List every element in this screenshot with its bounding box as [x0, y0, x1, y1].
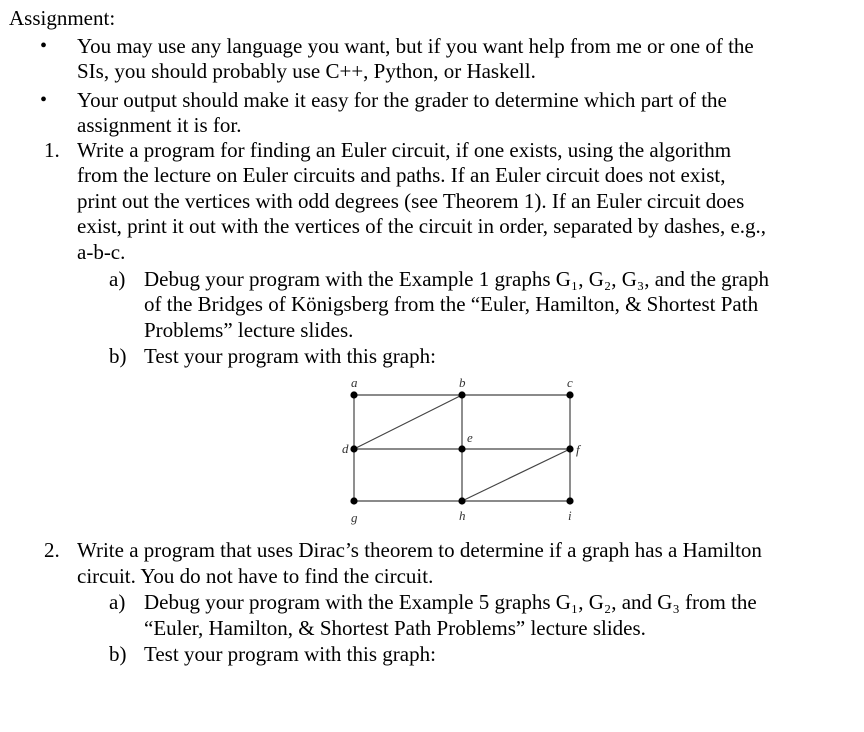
bullet-marker: • — [40, 89, 48, 111]
item-2a-line-2: “Euler, Hamilton, & Shortest Path Problems” lecture slides. — [144, 616, 646, 640]
item-1b-line-1: Test your program with this graph: — [144, 344, 436, 368]
item-1-line-4: exist, print it out with the vertices of the circuit in order, separated by dashes, e.g., — [77, 214, 767, 238]
vertex-h — [458, 497, 465, 504]
item-1b-label: b) — [109, 344, 127, 368]
item-1-line-3: print out the vertices with odd degrees (see Theorem 1). If an Euler circuit does — [77, 189, 745, 213]
item-2-line-2: circuit. You do not have to find the circuit. — [77, 564, 434, 588]
item-1a-line-3: Problems” lecture slides. — [144, 318, 354, 342]
item-1-number: 1. — [44, 138, 60, 162]
item-2a-label: a) — [109, 590, 126, 614]
vertex-label-h: h — [459, 508, 466, 523]
item-1-line-5: a-b-c. — [77, 240, 126, 264]
vertex-label-e: e — [467, 430, 473, 445]
vertex-label-d: d — [342, 441, 349, 456]
bullet-1-line-1: You may use any language you want, but if you want help from me or one of the — [77, 34, 754, 58]
vertex-i — [566, 497, 573, 504]
euler-graph-figure — [330, 370, 590, 530]
item-2b-line-1: Test your program with this graph: — [144, 642, 436, 666]
bullet-2-line-1: Your output should make it easy for the grader to determine which part of the — [77, 88, 727, 112]
vertex-label-b: b — [459, 375, 466, 390]
item-2-number: 2. — [44, 538, 60, 562]
vertex-label-f: f — [576, 442, 580, 457]
vertex-a — [350, 391, 357, 398]
vertex-f — [566, 445, 573, 452]
item-2b-label: b) — [109, 642, 127, 666]
vertex-label-c: c — [567, 375, 573, 390]
bullet-marker: • — [40, 35, 48, 57]
item-1-line-2: from the lecture on Euler circuits and paths. If an Euler circuit does not exist, — [77, 163, 726, 187]
bullet-2-line-2: assignment it is for. — [77, 113, 242, 137]
assignment-heading: Assignment: — [9, 6, 116, 30]
vertex-label-i: i — [568, 508, 572, 523]
vertex-e — [458, 445, 465, 452]
item-1a-line-2: of the Bridges of Königsberg from the “Euler, Hamilton, & Shortest Path — [144, 292, 759, 316]
item-2-line-1: Write a program that uses Dirac’s theorem to determine if a graph has a Hamilton — [77, 538, 762, 562]
edge-d-b — [354, 395, 462, 449]
vertex-b — [458, 391, 465, 398]
bullet-1-line-2: SIs, you should probably use C++, Python, or Haskell. — [77, 59, 536, 83]
vertex-g — [350, 497, 357, 504]
vertex-label-g: g — [351, 510, 358, 525]
vertex-c — [566, 391, 573, 398]
item-1a-line-1: Debug your program with the Example 1 graphs G₁, G₂, G₃, and the graph — [144, 267, 769, 291]
vertex-label-a: a — [351, 375, 358, 390]
item-2a-line-1: Debug your program with the Example 5 graphs G₁, G₂, and G₃ from the — [144, 590, 757, 614]
item-1-line-1: Write a program for finding an Euler circuit, if one exists, using the algorithm — [77, 138, 732, 162]
vertex-d — [350, 445, 357, 452]
item-1a-label: a) — [109, 267, 126, 291]
edge-h-f — [462, 449, 570, 501]
